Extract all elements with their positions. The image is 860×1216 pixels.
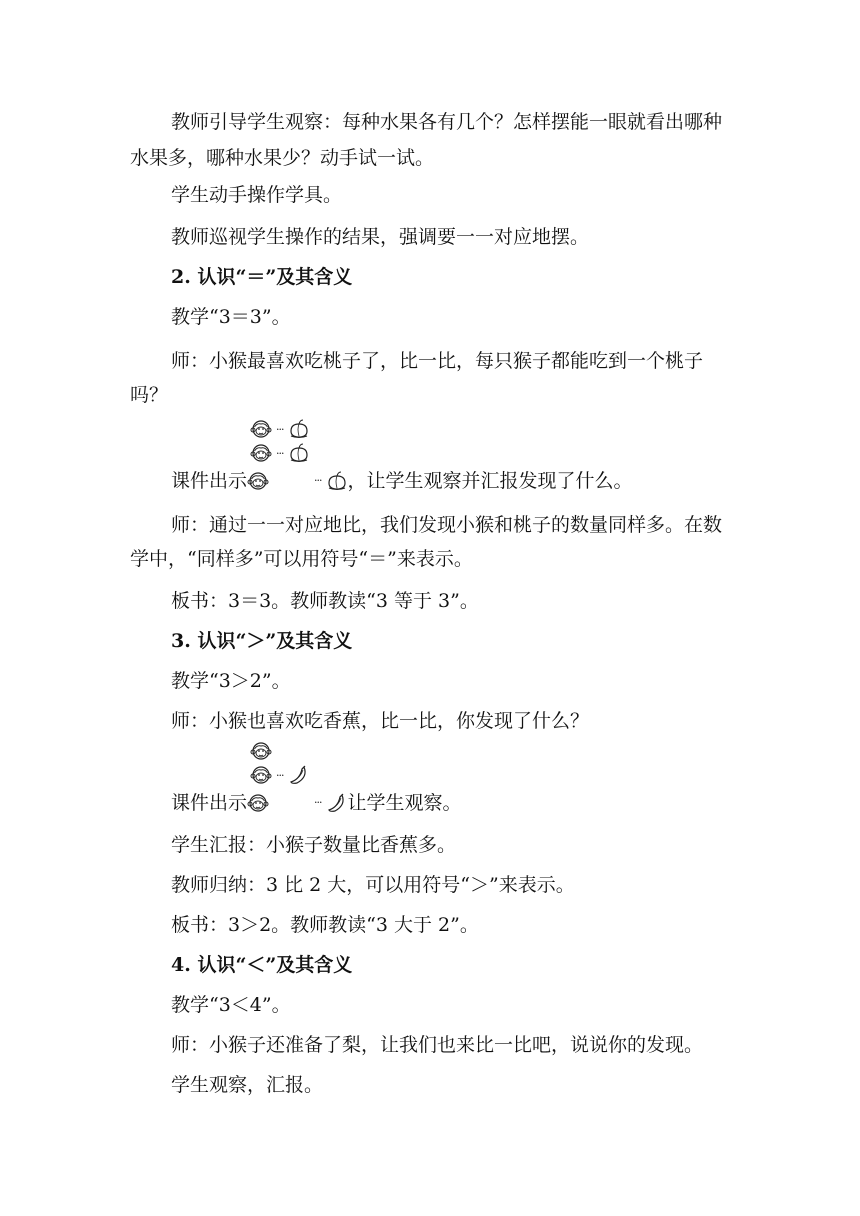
monkey-banana-pair-1: [250, 764, 310, 786]
paragraph-teach-equal: 教学“3＝3”。: [171, 306, 291, 328]
paragraph-board-greater: 板书：3＞2。教师教读“3 大于 2”。: [171, 914, 479, 936]
paragraph-show-monkey-banana: [130, 790, 730, 816]
paragraph-hands-on: 学生动手操作学具。: [171, 184, 343, 206]
courseware-label: 课件出示: [171, 470, 248, 492]
paragraph-teacher-patrol: 教师巡视学生操作的结果，强调要一一对应地摆。: [171, 226, 590, 248]
monkey-icon: [250, 765, 272, 785]
paragraph-student-report: 学生汇报：小猴子数量比香蕉多。: [171, 834, 457, 856]
peach-icon: [288, 443, 310, 463]
heading-equal: 2. 认识“＝”及其含义: [171, 266, 353, 288]
paragraph-banana-question: 师：小猴也喜欢吃香蕉，比一比，你发现了什么？: [171, 710, 590, 732]
monkey-banana-pair-2: [247, 790, 348, 816]
paragraph-board-equal: 板书：3＝3。教师教读“3 等于 3”。: [171, 590, 479, 612]
monkey-icon: [250, 419, 272, 439]
peach-icon: [326, 471, 348, 491]
observe-text: ，让学生观察并汇报发现了什么。: [347, 470, 633, 492]
courseware-label: 课件出示: [171, 792, 248, 814]
monkey-icon: [247, 471, 269, 491]
banana-icon: [288, 765, 310, 785]
paragraph-teach-greater: 教学“3＞2”。: [171, 670, 291, 692]
heading-less: 4. 认识“＜”及其含义: [171, 954, 353, 976]
paragraph-pear-prompt: 师：小猴子还准备了梨，让我们也来比一比吧，说说你的发现。: [171, 1034, 704, 1056]
paragraph-teach-less: 教学“3＜4”。: [171, 994, 291, 1016]
peach-icon: [288, 419, 310, 439]
dots-connector: ···: [276, 768, 284, 782]
dots-connector: ···: [276, 446, 284, 460]
banana-icon: [326, 793, 348, 813]
monkey-single: [250, 740, 272, 762]
paragraph-show-monkey-peach: [130, 468, 730, 494]
dots-connector: ···: [314, 474, 322, 487]
monkey-peach-pair-2: [250, 442, 310, 464]
monkey-peach-pair-3: [247, 468, 348, 494]
monkey-icon: [250, 741, 272, 761]
paragraph-same-amount: 师：通过一一对应地比，我们发现小猴和桃子的数量同样多。在数学中，“同样多”可以用符号“＝”来表示。: [130, 514, 723, 570]
monkey-icon: [250, 443, 272, 463]
paragraph-observe: 教师引导学生观察：每种水果各有几个？怎样摆能一眼就看出哪种水果多，哪种水果少？动手试一试。: [130, 111, 723, 169]
monkey-icon: [247, 793, 269, 813]
monkey-peach-pair-1: [250, 418, 310, 440]
observe-text: 让学生观察。: [347, 792, 462, 814]
paragraph-student-observe: 学生观察，汇报。: [171, 1074, 324, 1096]
paragraph-peach-question: 师：小猴最喜欢吃桃子了，比一比，每只猴子都能吃到一个桃子吗？: [130, 350, 704, 406]
dots-connector: ···: [276, 422, 284, 436]
heading-greater: 3. 认识“＞”及其含义: [171, 630, 353, 652]
dots-connector: ···: [314, 796, 322, 809]
paragraph-teacher-summary: 教师归纳：3 比 2 大，可以用符号“＞”来表示。: [171, 874, 575, 896]
